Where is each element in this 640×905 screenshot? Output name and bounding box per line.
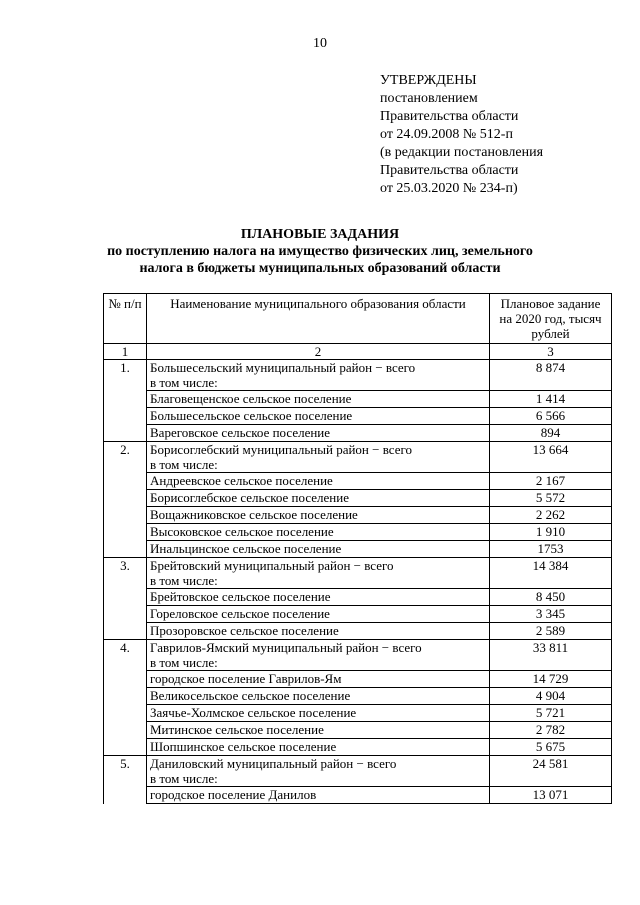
settlement-row (104, 606, 612, 623)
settlement-row (104, 688, 612, 705)
column-index-row (104, 344, 612, 360)
settlement-number-empty (104, 473, 147, 490)
settlement-number-empty (104, 408, 147, 425)
column-index: 3 (490, 344, 612, 360)
settlement-name: Вощажниковское сельское поселение (147, 507, 490, 524)
district-name: Гаврилов-Ямский муниципальный район − всего (150, 640, 422, 655)
settlement-row (104, 787, 612, 804)
settlement-name: Андреевское сельское поселение (147, 473, 490, 490)
settlement-row (104, 705, 612, 722)
settlement-row (104, 722, 612, 739)
settlement-name: Великосельское сельское поселение (147, 688, 490, 705)
settlement-value: 8 450 (490, 589, 612, 606)
settlement-row (104, 507, 612, 524)
settlement-value: 2 782 (490, 722, 612, 739)
column-index: 2 (147, 344, 490, 360)
settlement-value: 894 (490, 425, 612, 442)
district-including-label: в том числе: (150, 457, 218, 472)
settlement-name: Брейтовское сельское поселение (147, 589, 490, 606)
settlement-number-empty (104, 671, 147, 688)
settlement-name: Шопшинское сельское поселение (147, 739, 490, 756)
settlement-value: 6 566 (490, 408, 612, 425)
title-line: налога в бюджеты муниципальных образований области (139, 261, 501, 276)
district-row (104, 640, 612, 671)
district-row (104, 442, 612, 473)
settlement-row (104, 490, 612, 507)
district-name-cell (147, 558, 490, 589)
settlement-number-empty (104, 541, 147, 558)
district-total: 33 811 (490, 640, 612, 671)
settlement-row (104, 473, 612, 490)
district-total: 8 874 (490, 360, 612, 391)
settlement-value: 5 572 (490, 490, 612, 507)
approval-block (380, 72, 543, 198)
settlement-row (104, 524, 612, 541)
settlement-row (104, 425, 612, 442)
district-total: 14 384 (490, 558, 612, 589)
district-including-label: в том числе: (150, 655, 218, 670)
settlement-value: 14 729 (490, 671, 612, 688)
settlement-value: 4 904 (490, 688, 612, 705)
settlement-number-empty (104, 606, 147, 623)
settlement-number-empty (104, 425, 147, 442)
plan-table (103, 293, 612, 804)
district-row (104, 756, 612, 787)
settlement-row (104, 391, 612, 408)
district-number: 5. (104, 756, 147, 787)
settlement-name: Заячье-Холмское сельское поселение (147, 705, 490, 722)
settlement-number-empty (104, 623, 147, 640)
approval-line: УТВЕРЖДЕНЫ (380, 73, 477, 88)
settlement-name: Митинское сельское поселение (147, 722, 490, 739)
district-including-label: в том числе: (150, 771, 218, 786)
settlement-number-empty (104, 688, 147, 705)
settlement-name: Борисоглебское сельское поселение (147, 490, 490, 507)
district-including-label: в том числе: (150, 375, 218, 390)
settlement-value: 2 167 (490, 473, 612, 490)
settlement-value: 1753 (490, 541, 612, 558)
district-name-cell (147, 640, 490, 671)
district-name-cell (147, 360, 490, 391)
district-number: 3. (104, 558, 147, 589)
settlement-value: 5 721 (490, 705, 612, 722)
approval-line: постановлением (380, 91, 478, 106)
settlement-value: 1 910 (490, 524, 612, 541)
settlement-value: 5 675 (490, 739, 612, 756)
settlement-name: Прозоровское сельское поселение (147, 623, 490, 640)
header-num: № п/п (104, 294, 147, 344)
column-index: 1 (104, 344, 147, 360)
settlement-number-empty (104, 589, 147, 606)
settlement-name: городское поселение Гаврилов-Ям (147, 671, 490, 688)
settlement-number-empty (104, 739, 147, 756)
header-plan: Плановое задание на 2020 год, тысяч рублей (490, 294, 612, 344)
district-name: Брейтовский муниципальный район − всего (150, 558, 394, 573)
table-body (104, 360, 612, 804)
settlement-name: Инальцинское сельское поселение (147, 541, 490, 558)
approval-line: от 25.03.2020 № 234-п) (380, 181, 518, 196)
settlement-value: 2 589 (490, 623, 612, 640)
document-title (0, 226, 640, 277)
title-line: по поступлению налога на имущество физических лиц, земельного (107, 244, 533, 259)
district-number: 4. (104, 640, 147, 671)
settlement-row (104, 589, 612, 606)
district-including-label: в том числе: (150, 573, 218, 588)
district-name: Большесельский муниципальный район − всего (150, 360, 416, 375)
settlement-name: Большесельское сельское поселение (147, 408, 490, 425)
district-name-cell (147, 442, 490, 473)
approval-line: Правительства области (380, 163, 519, 178)
settlement-row (104, 623, 612, 640)
district-number: 1. (104, 360, 147, 391)
settlement-name: Благовещенское сельское поселение (147, 391, 490, 408)
settlement-value: 3 345 (490, 606, 612, 623)
settlement-number-empty (104, 722, 147, 739)
district-number: 2. (104, 442, 147, 473)
settlement-row (104, 408, 612, 425)
approval-line: Правительства области (380, 109, 519, 124)
district-total: 24 581 (490, 756, 612, 787)
settlement-number-empty (104, 507, 147, 524)
settlement-number-empty (104, 490, 147, 507)
settlement-number-empty (104, 524, 147, 541)
district-row (104, 360, 612, 391)
table-header-row (104, 294, 612, 344)
approval-line: от 24.09.2008 № 512-п (380, 127, 513, 142)
settlement-number-empty (104, 787, 147, 804)
settlement-row (104, 671, 612, 688)
district-row (104, 558, 612, 589)
page-number: 10 (313, 36, 327, 51)
district-total: 13 664 (490, 442, 612, 473)
settlement-value: 2 262 (490, 507, 612, 524)
title-line: ПЛАНОВЫЕ ЗАДАНИЯ (240, 227, 400, 242)
header-name: Наименование муниципального образования области (147, 294, 490, 344)
settlement-name: Вареговское сельское поселение (147, 425, 490, 442)
settlement-name: городское поселение Данилов (147, 787, 490, 804)
settlement-name: Гореловское сельское поселение (147, 606, 490, 623)
settlement-number-empty (104, 705, 147, 722)
settlement-row (104, 541, 612, 558)
settlement-name: Высоковское сельское поселение (147, 524, 490, 541)
settlement-row (104, 739, 612, 756)
district-name: Даниловский муниципальный район − всего (150, 756, 397, 771)
approval-line: (в редакции постановления (380, 145, 544, 160)
district-name-cell (147, 756, 490, 787)
settlement-number-empty (104, 391, 147, 408)
district-name: Борисоглебский муниципальный район − всего (150, 442, 412, 457)
settlement-value: 1 414 (490, 391, 612, 408)
settlement-value: 13 071 (490, 787, 612, 804)
